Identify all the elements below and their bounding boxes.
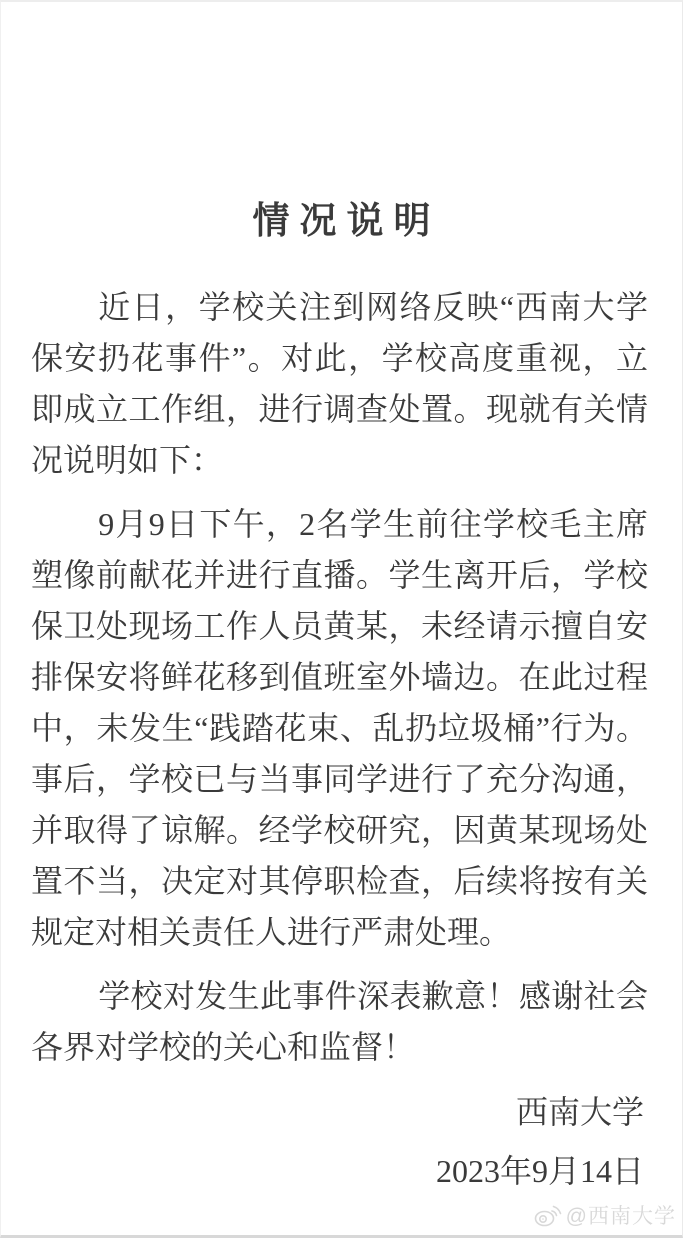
paragraph-intro: 近日，学校关注到网络反映“西南大学保安扔花事件”。对此，学校高度重视，立即成立工作组，进行调查处置。现就有关情况说明如下： bbox=[31, 289, 648, 478]
signature: 西南大学 bbox=[515, 1094, 644, 1130]
watermark bbox=[533, 1200, 676, 1230]
signature-block bbox=[1, 1087, 682, 1197]
document-body bbox=[1, 282, 682, 1073]
paragraph-incident-details: 9月9日下午，2名学生前往学校毛主席塑像前献花并进行直播。学生离开后，学校保卫处现场工作人员黄某，未经请示擅自安排保安将鲜花移到值班室外墙边。在此过程中，未发生“践踏花束、乱扔垃圾桶”行为。事后，学校已与当事同学进行了充分沟通，并取得了谅解。经学校研究，因黄某现场处置不当，决定对其停职检查，后续将按有关规定对相关责任人进行严肃处理。 bbox=[31, 506, 648, 950]
document-title: 情况说明 bbox=[252, 201, 441, 242]
paragraph-apology: 学校对发生此事件深表歉意！感谢社会各界对学校的关心和监督！ bbox=[31, 978, 648, 1065]
weibo-icon bbox=[533, 1202, 563, 1228]
watermark-text: @西南大学 bbox=[565, 1205, 676, 1228]
date: 2023年9月14日 bbox=[435, 1153, 644, 1189]
